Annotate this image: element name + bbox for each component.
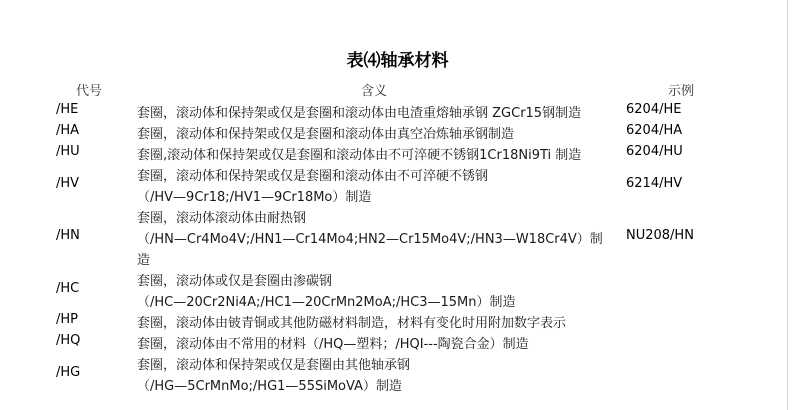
material-code: /HU <box>56 144 80 159</box>
material-code: /HN <box>56 228 80 243</box>
header-example: 示例 <box>668 84 695 99</box>
material-code: /HE <box>56 102 79 117</box>
material-code: /HC <box>56 280 80 296</box>
example-model: 6204/HE <box>626 102 682 117</box>
meaning-line: 套圈,滚动体和保持架或仅是套圈和滚动体由不可淬硬不锈钢1Cr18Ni9Ti 制造 <box>137 148 582 163</box>
example-model: 6204/HA <box>626 123 683 138</box>
example-model: NU208/HN <box>626 228 694 243</box>
example-model: 6214/HV <box>626 175 683 191</box>
meaning-line: 套圈，滚动体由铍青铜或其他防磁材料制造，材料有变化时用附加数字表示 <box>137 316 567 331</box>
header-meaning: 含义 <box>361 84 388 99</box>
example-model: 6204/HU <box>626 144 683 159</box>
material-code: /HA <box>56 123 80 138</box>
meaning-line: （/HN—Cr4Mo4V;/HN1—Cr14Mo4;HN2—Cr15Mo4V;/HN3—W18Cr4V）制 <box>137 232 603 247</box>
meaning-line: 套圈，滚动体和保持架或仅是套圈和滚动体由真空冶炼轴承钢制造 <box>137 127 515 142</box>
material-code: /HV <box>56 175 80 191</box>
meaning-line: 套圈，滚动体和保持架或仅是套圈由其他轴承钢 <box>137 358 411 373</box>
table-title: 表⑷轴承材料 <box>346 51 449 71</box>
header-code: 代号 <box>76 84 103 99</box>
meaning-line: 套圈，滚动体或仅是套圈由渗碳钢 <box>137 274 333 289</box>
meaning-line: 套圈，滚动体和保持架或仅是套圈和滚动体由不可淬硬不锈钢 <box>137 169 489 184</box>
material-code: /HG <box>56 364 81 380</box>
meaning-line: （/HG—5CrMnMo;/HG1—55SiMoVA）制造 <box>137 379 402 394</box>
meaning-line: 套圈，滚动体滚动体由耐热钢 <box>137 211 307 226</box>
material-code: /HP <box>56 312 78 327</box>
meaning-line: 造 <box>137 253 151 268</box>
meaning-line: （/HC—20Cr2Ni4A;/HC1—20CrMn2MoA;/HC3—15Mn）制造 <box>137 295 516 310</box>
meaning-line: 套圈，滚动体由不常用的材料（/HQ—塑料；/HQI---陶瓷合金）制造 <box>137 337 529 352</box>
meaning-line: （/HV—9Cr18;/HV1—9Cr18Mo）制造 <box>137 190 372 205</box>
material-code: /HQ <box>56 333 81 348</box>
meaning-line: 套圈，滚动体和保持架或仅是套圈和滚动体由电渣重熔轴承钢 ZGCr15钢制造 <box>137 106 582 121</box>
